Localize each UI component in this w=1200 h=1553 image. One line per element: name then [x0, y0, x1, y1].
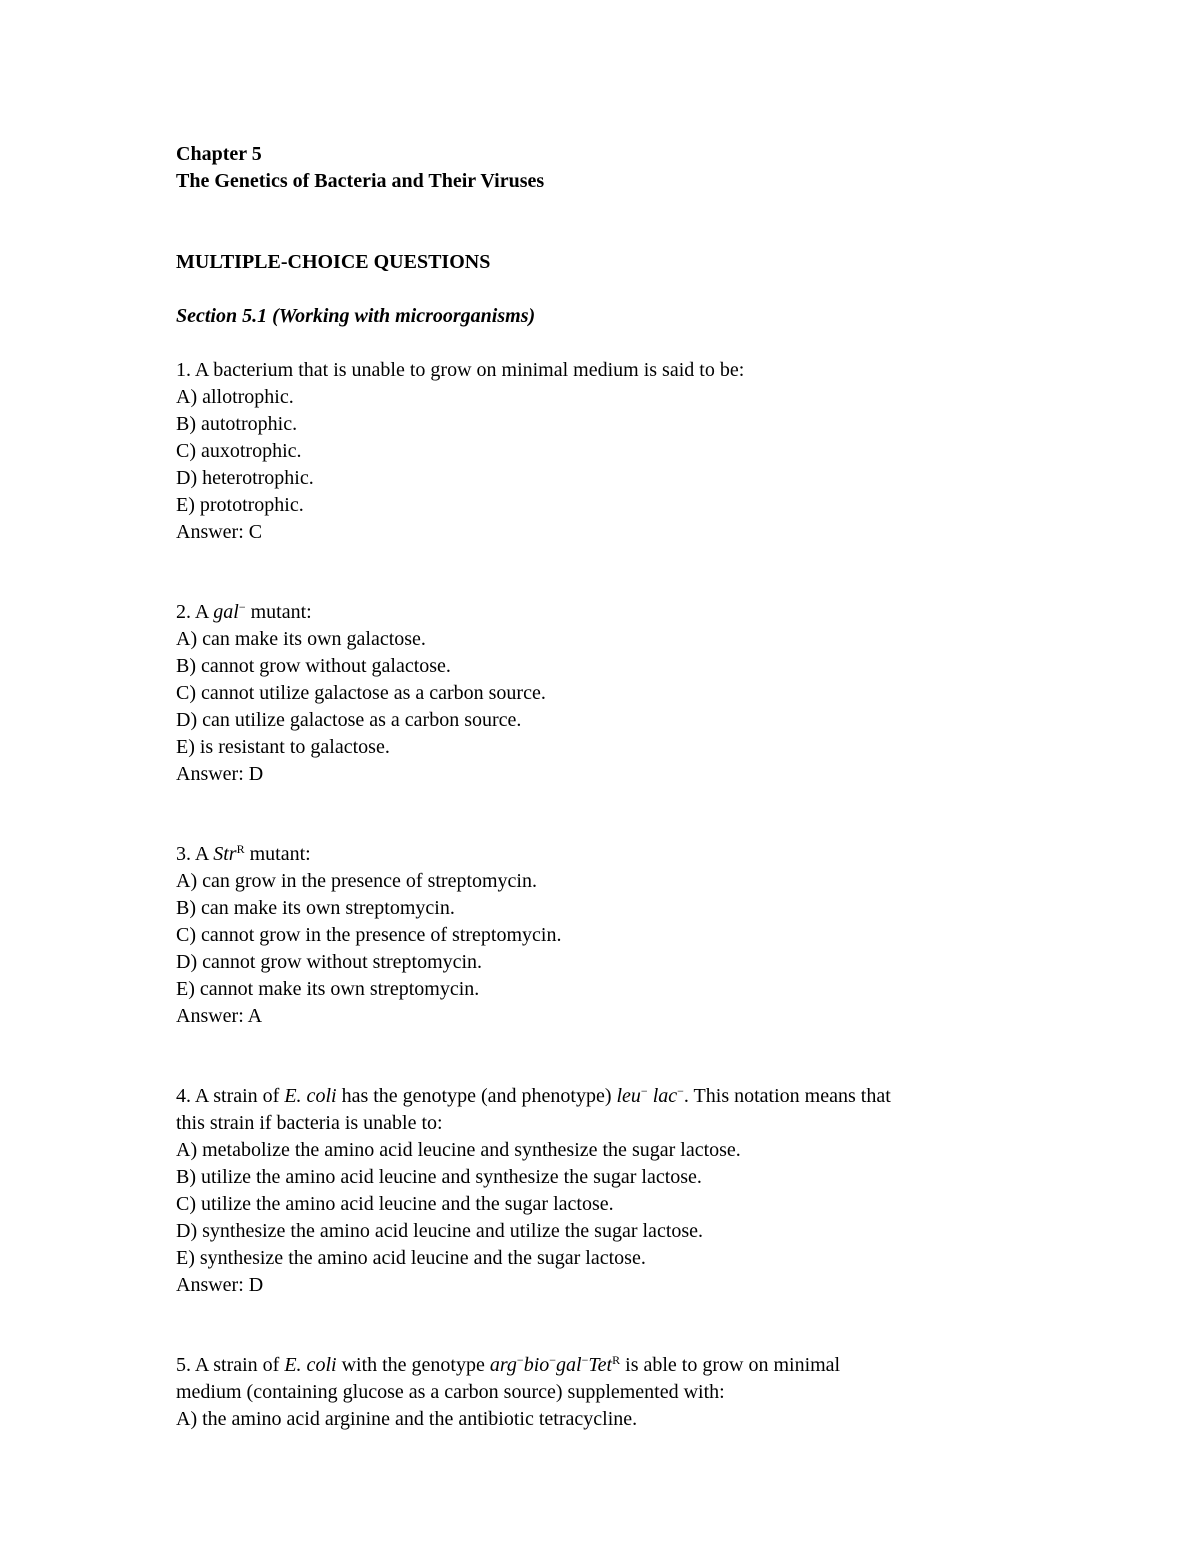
- option-b: B) autotrophic.: [176, 413, 298, 435]
- question-stem-continued: medium (containing glucose as a carbon source) supplemented with:: [176, 1381, 725, 1403]
- question-2: [176, 599, 1076, 788]
- option-d: D) synthesize the amino acid leucine and utilize the sugar lactose.: [176, 1220, 704, 1242]
- answer: Answer: A: [176, 1005, 263, 1027]
- option-d: D) cannot grow without streptomycin.: [176, 951, 483, 973]
- option-e: E) is resistant to galactose.: [176, 736, 390, 758]
- option-a: A) allotrophic.: [176, 386, 294, 408]
- answer: Answer: C: [176, 521, 263, 543]
- option-a: A) can make its own galactose.: [176, 628, 426, 650]
- option-d: D) can utilize galactose as a carbon source.: [176, 709, 522, 731]
- question-stem: 3. A Str$^R$ mutant:: [176, 842, 311, 865]
- option-c: C) cannot grow in the presence of streptomycin.: [176, 924, 562, 946]
- option-d: D) heterotrophic.: [176, 467, 314, 489]
- option-a: A) can grow in the presence of streptomycin.: [176, 870, 537, 892]
- question-stem: 5. A strain of E. coli with the genotype arg−bio−gal−Tet$^R$ is able to grow on minimal: [176, 1353, 841, 1376]
- option-e: E) cannot make its own streptomycin.: [176, 978, 480, 1000]
- question-5: [176, 1352, 1076, 1433]
- chapter-title: The Genetics of Bacteria and Their Viruses: [176, 170, 545, 192]
- answer: Answer: D: [176, 763, 264, 785]
- option-b: B) cannot grow without galactose.: [176, 655, 451, 677]
- question-stem: 2. A gal− mutant:: [176, 600, 312, 623]
- section-heading: Section 5.1 (Working with microorganisms): [176, 305, 536, 327]
- option-e: E) prototrophic.: [176, 494, 304, 516]
- document-page: [176, 141, 1076, 1433]
- question-type-heading: MULTIPLE-CHOICE QUESTIONS: [176, 251, 491, 273]
- question-stem-continued: this strain if bacteria is unable to:: [176, 1112, 443, 1134]
- option-b: B) utilize the amino acid leucine and synthesize the sugar lactose.: [176, 1166, 702, 1188]
- option-c: C) utilize the amino acid leucine and the sugar lactose.: [176, 1193, 614, 1215]
- option-b: B) can make its own streptomycin.: [176, 897, 455, 919]
- option-a: A) metabolize the amino acid leucine and synthesize the sugar lactose.: [176, 1139, 741, 1161]
- question-4: [176, 1083, 1076, 1299]
- option-e: E) synthesize the amino acid leucine and the sugar lactose.: [176, 1247, 646, 1269]
- question-stem: 1. A bacterium that is unable to grow on minimal medium is said to be:: [176, 359, 745, 381]
- option-c: C) cannot utilize galactose as a carbon source.: [176, 682, 546, 704]
- answer: Answer: D: [176, 1274, 264, 1296]
- option-a: A) the amino acid arginine and the antibiotic tetracycline.: [176, 1408, 638, 1430]
- question-1: [176, 357, 1076, 546]
- question-3: [176, 841, 1076, 1030]
- question-stem: 4. A strain of E. coli has the genotype (and phenotype) leu− lac−. This notation means that: [176, 1084, 891, 1107]
- option-c: C) auxotrophic.: [176, 440, 302, 462]
- chapter-label: Chapter 5: [176, 143, 262, 165]
